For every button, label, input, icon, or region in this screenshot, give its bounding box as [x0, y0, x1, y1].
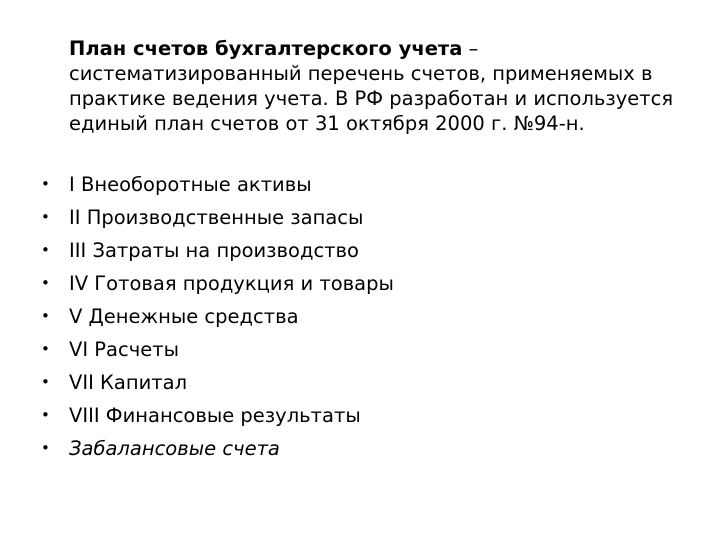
bullet-icon: • — [41, 307, 50, 325]
intro-paragraph — [69, 36, 689, 136]
bullet-icon: • — [41, 340, 50, 358]
bullet-icon: • — [41, 175, 50, 193]
bullet-icon: • — [41, 406, 50, 424]
bullet-icon: • — [41, 274, 50, 292]
section-label: IV Готовая продукция и товары — [69, 272, 394, 295]
bullet-icon: • — [41, 208, 50, 226]
bullet-icon: • — [41, 241, 50, 259]
section-label: Забалансовые счета — [69, 437, 280, 460]
intro-dash: – — [462, 37, 479, 60]
section-label: III Затраты на производство — [69, 239, 359, 262]
section-label: I Внеоборотные активы — [69, 173, 312, 196]
bullet-icon: • — [41, 373, 50, 391]
section-label: II Производственные запасы — [69, 206, 364, 229]
intro-term: План счетов бухгалтерского учета — [69, 37, 463, 60]
section-label: VII Капитал — [69, 371, 188, 394]
section-label: VI Расчеты — [69, 338, 179, 361]
section-label: VIII Финансовые результаты — [69, 404, 361, 427]
intro-definition: систематизированный перечень счетов, применяемых в практике ведения учета. В РФ разработан и используется единый план счетов от 31 октября 2000 г. №94-н. — [69, 62, 674, 135]
bullet-icon: • — [41, 439, 50, 457]
section-label: V Денежные средства — [69, 305, 299, 328]
